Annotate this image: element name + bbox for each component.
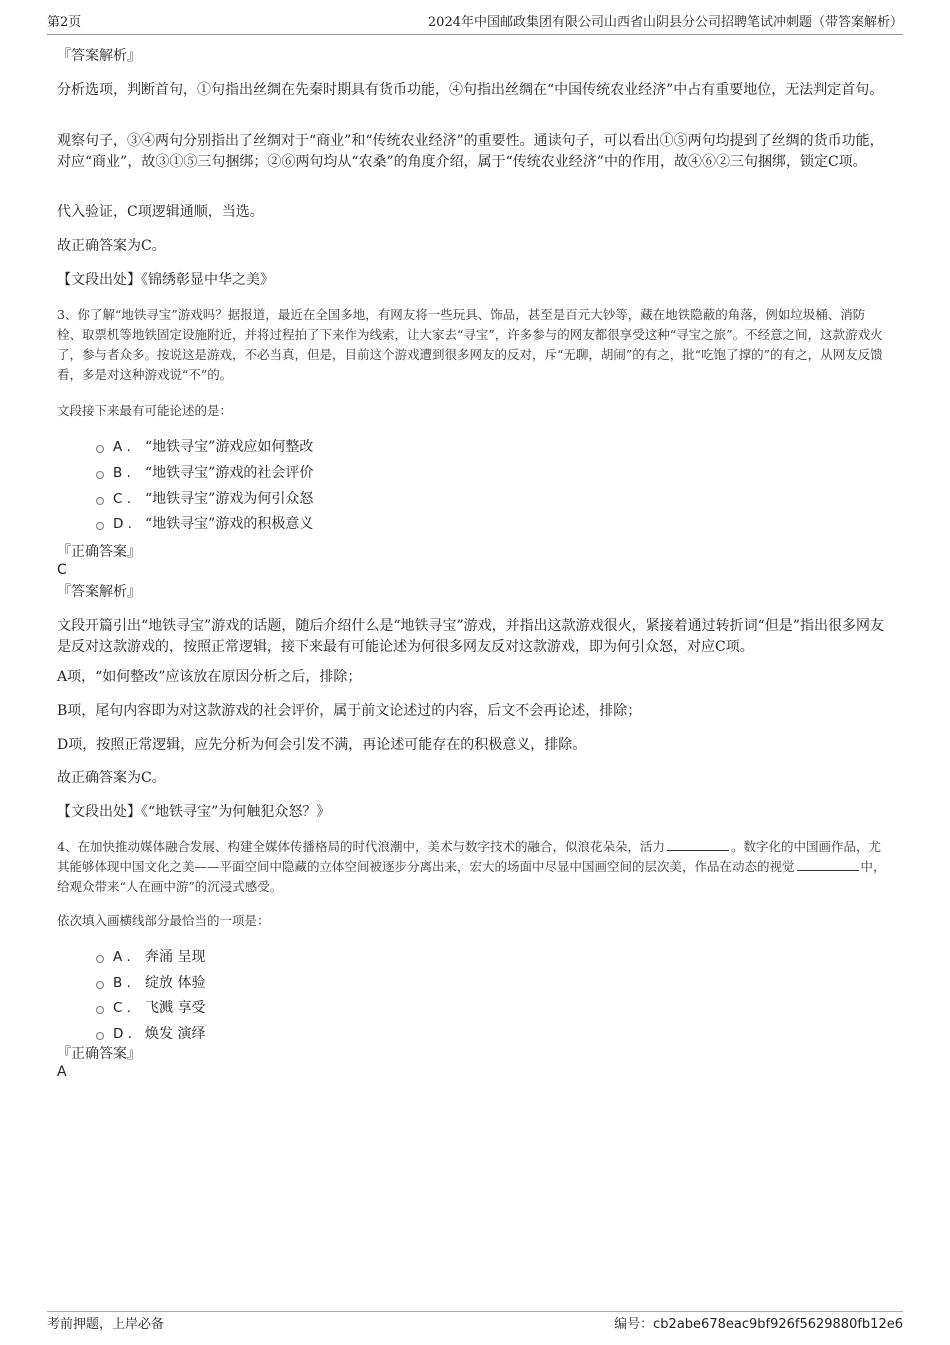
radio-button[interactable] [96, 981, 104, 989]
option-text: “地铁寻宝”游戏为何引众怒 [145, 491, 314, 507]
option-text: “地铁寻宝”游戏的积极意义 [145, 516, 314, 532]
answer-heading: 『正确答案』 [57, 544, 141, 560]
correct-answer: A [57, 1064, 67, 1080]
radio-button[interactable] [96, 522, 104, 530]
source-citation: 【文段出处】《“地铁寻宝”为何触犯众怒？》 [57, 804, 331, 820]
option-text: 绽放 体验 [145, 975, 206, 991]
answer-heading: 『正确答案』 [57, 1046, 141, 1062]
option-text: 焕发 演绎 [145, 1026, 206, 1042]
analysis-paragraph: B项，尾句内容即为对这款游戏的社会评价，属于前文论述过的内容，后文不会再论述，排除； [57, 703, 642, 719]
document-code: 编号：cb2abe678eac9bf926f5629880fb12e6 [614, 1317, 903, 1332]
analysis-paragraph: 分析选项，判断首句，①句指出丝绸在先秦时期具有货币功能，④句指出丝绸在“中国传统农业经济”中占有重要地位，无法判定首句。 [57, 82, 884, 98]
radio-button[interactable] [96, 1032, 104, 1040]
option-a[interactable]: A . “地铁寻宝”游戏应如何整改 [96, 437, 313, 457]
fill-blank [667, 838, 729, 851]
page-number: 第2页 [47, 15, 82, 30]
question-stem: 4、在加快推动媒体融合发展、构建全媒体传播格局的时代浪潮中，美术与数字技术的融合，似浪花朵朵，活力 。数字化的中国画作品，尤其能够体现中国文化之美——平面空间中隐藏的立体空间被逐步分离出来，宏大的场面中尽显中国画空间的层次美，作品在动态的视觉 中，给观众带来“人在画中游”的沉浸式感受。 [57, 839, 886, 894]
radio-button[interactable] [96, 497, 104, 505]
page-header [47, 14, 903, 35]
question-stem: 3、你了解“地铁寻宝”游戏吗？据报道，最近在全国多地，有网友将一些玩具、饰品，甚至是百元大钞等，藏在地铁隐蔽的角落，例如垃圾桶、消防栓、取票机等地铁固定设施附近，并将过程拍了下来作为线索，让大家去“寻宝”，许多参与的网友都很享受这种“寻宝之旅”。不经意之间，这款游戏火了，参与者众多。按说这是游戏，不必当真，但是，目前这个游戏遭到很多网友的反对，斥“无聊，胡闹”的有之，批“吃饱了撑的”的有之，从网友反馈看，多是对这种游戏说“不”的。 [57, 307, 883, 382]
question-prompt: 依次填入画横线部分最恰当的一项是： [57, 913, 270, 928]
analysis-heading: 『答案解析』 [57, 584, 141, 600]
radio-button[interactable] [96, 471, 104, 479]
radio-button[interactable] [96, 445, 104, 453]
option-a[interactable]: A . 奔涌 呈现 [96, 947, 205, 967]
radio-button[interactable] [96, 1006, 104, 1014]
analysis-paragraph: 故正确答案为C。 [57, 770, 166, 786]
source-citation: 【文段出处】《锦绣彰显中华之美》 [57, 272, 274, 288]
option-d[interactable]: D . 焕发 演绎 [96, 1024, 205, 1044]
option-d[interactable]: D . “地铁寻宝”游戏的积极意义 [96, 514, 313, 534]
question-prompt: 文段接下来最有可能论述的是： [57, 403, 233, 418]
option-c[interactable]: C . “地铁寻宝”游戏为何引众怒 [96, 489, 313, 509]
footer-slogan: 考前押题，上岸必备 [47, 1317, 165, 1332]
analysis-heading: 『答案解析』 [57, 48, 141, 64]
analysis-paragraph: 故正确答案为C。 [57, 238, 166, 254]
radio-button[interactable] [96, 955, 104, 963]
fill-blank [797, 858, 859, 871]
analysis-paragraph: 观察句子，③④两句分别指出了丝绸对于“商业”和“传统农业经济”的重要性。通读句子，可以看出①⑤两句均提到了丝绸的货币功能，对应“商业”，故③①⑤三句捆绑；②⑥两句均从“农桑”的角度介绍，属于“传统农业经济”中的作用，故④⑥②三句捆绑，锁定C项。 [57, 133, 884, 170]
page-footer [47, 1311, 903, 1339]
correct-answer: C [57, 562, 67, 578]
option-text: “地铁寻宝”游戏应如何整改 [145, 439, 314, 455]
option-text: 奔涌 呈现 [145, 949, 206, 965]
analysis-paragraph: A项，“如何整改”应该放在原因分析之后，排除； [57, 669, 362, 685]
document-title: 2024年中国邮政集团有限公司山西省山阴县分公司招聘笔试冲刺题（带答案解析） [427, 15, 903, 30]
option-b[interactable]: B . “地铁寻宝”游戏的社会评价 [96, 463, 313, 483]
analysis-paragraph: D项，按照正常逻辑，应先分析为何会引发不满，再论述可能存在的积极意义，排除。 [57, 737, 587, 753]
analysis-paragraph: 文段开篇引出“地铁寻宝”游戏的话题，随后介绍什么是“地铁寻宝”游戏，并指出这款游戏很火，紧接着通过转折词“但是”指出很多网友是反对这款游戏的，按照正常逻辑，接下来最有可能论述为何很多网友反对这款游戏，即为何引众怒，对应C项。 [57, 618, 884, 655]
option-c[interactable]: C . 飞溅 享受 [96, 998, 205, 1018]
option-text: 飞溅 享受 [145, 1000, 206, 1016]
analysis-paragraph: 代入验证，C项逻辑通顺，当选。 [57, 204, 264, 220]
option-b[interactable]: B . 绽放 体验 [96, 973, 205, 993]
option-text: “地铁寻宝”游戏的社会评价 [145, 465, 314, 481]
